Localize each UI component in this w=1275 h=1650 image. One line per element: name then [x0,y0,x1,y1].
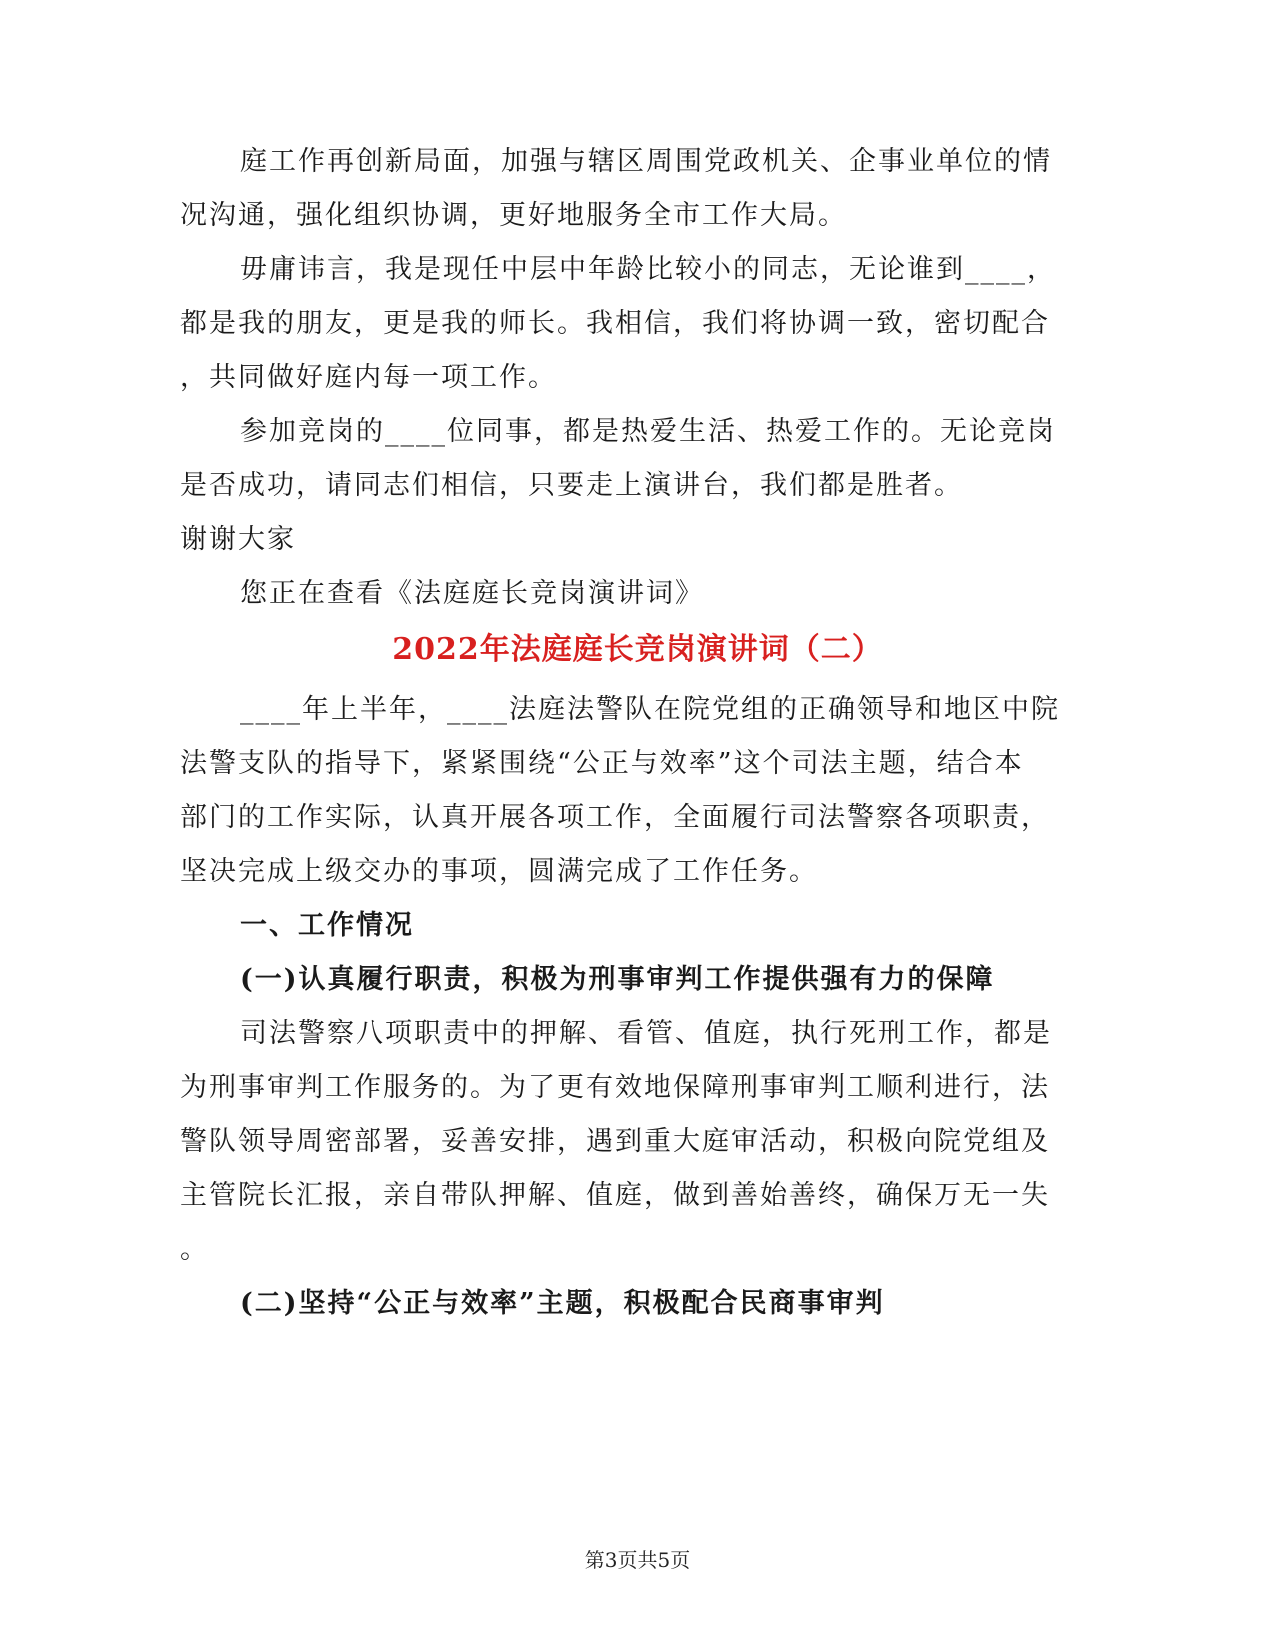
paragraph-line: ，共同做好庭内每一项工作。 [180,362,557,393]
paragraph-line: 司法警察八项职责中的押解、看管、值庭，执行死刑工作，都是 [240,1018,1052,1049]
paragraph-line: 都是我的朋友，更是我的师长。我相信，我们将协调一致，密切配合 [180,308,1050,339]
paragraph-line: 参加竞岗的____位同事，都是热爱生活、热爱工作的。无论竞岗 [240,416,1056,447]
paragraph-line: 庭工作再创新局面，加强与辖区周围党政机关、企事业单位的情 [240,146,1052,177]
paragraph-line: ____年上半年，____法庭法警队在院党组的正确领导和地区中院 [240,694,1060,725]
closing-line: 谢谢大家 [180,524,296,555]
viewing-note: 您正在查看《法庭庭长竞岗演讲词》 [240,578,704,609]
paragraph-line: 是否成功，请同志们相信，只要走上演讲台，我们都是胜者。 [180,470,963,501]
paragraph-line: 坚决完成上级交办的事项，圆满完成了工作任务。 [180,856,818,887]
paragraph-line: 警队领导周密部署，妥善安排，遇到重大庭审活动，积极向院党组及 [180,1126,1050,1157]
heading-level2: (二)坚持“公正与效率”主题，积极配合民商事审判 [240,1288,885,1319]
section-title: 2022年法庭庭长竞岗演讲词（二） [392,632,883,667]
heading-level1: 一、工作情况 [240,910,414,941]
paragraph-line: 部门的工作实际，认真开展各项工作，全面履行司法警察各项职责， [180,802,1050,833]
heading-level2: (一)认真履行职责，积极为刑事审判工作提供强有力的保障 [240,964,995,995]
page-footer: 第3页共5页 [584,1548,691,1572]
paragraph-line: 法警支队的指导下，紧紧围绕“公正与效率”这个司法主题，结合本 [180,748,1024,779]
paragraph-line: 为刑事审判工作服务的。为了更有效地保障刑事审判工顺利进行，法 [180,1072,1050,1103]
paragraph-line: 毋庸讳言，我是现任中层中年龄比较小的同志，无论谁到____， [240,254,1056,285]
paragraph-line: 主管院长汇报，亲自带队押解、值庭，做到善始善终，确保万无一失 [180,1180,1050,1211]
paragraph-line: 况沟通，强化组织协调，更好地服务全市工作大局。 [180,200,847,231]
paragraph-line: 。 [180,1234,209,1265]
